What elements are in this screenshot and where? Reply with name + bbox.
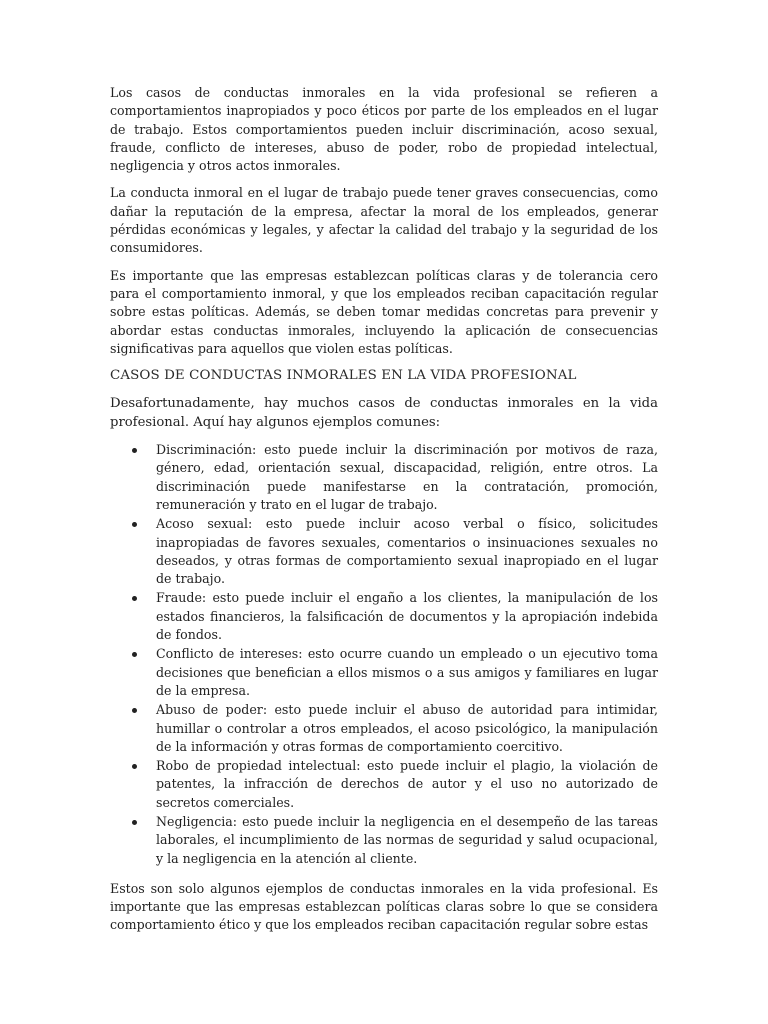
closing-paragraph: Estos son solo algunos ejemplos de conductas inmorales en la vida profesional. Es importante que las empresas establezcan políticas claras sobre lo que se considera comportamiento ético y que los empleados reciban capacitación regular sobre estas — [110, 880, 658, 933]
list-item-text: Abuso de poder: esto puede incluir el abuso de autoridad para intimidar, humillar o controlar a otros empleados, el acoso psicológico, la manipulación de la información y otras formas de comportamiento coercitivo. — [156, 702, 658, 754]
bullet-icon — [132, 652, 137, 657]
intro-paragraph-2: La conducta inmoral en el lugar de trabajo puede tener graves consecuencias, como dañar la reputación de la empresa, afectar la moral de los empleados, generar pérdidas económicas y legales, y afectar la calidad del trabajo y la seguridad de los consumidores. — [110, 185, 658, 256]
section-heading: CASOS DE CONDUCTAS INMORALES EN LA VIDA PROFESIONAL — [110, 368, 577, 384]
intro-paragraph-1: Los casos de conductas inmorales en la vida profesional se refieren a comportamientos inapropiados y poco éticos por parte de los empleados en el lugar de trabajo. Estos comportamientos pueden incluir discriminación, acoso sexual, fraude, conflicto de intereses, abuso de poder, robo de propiedad intelectual, negligencia y otros actos inmorales. — [110, 85, 658, 174]
bullet-icon — [132, 448, 137, 453]
section-lead-paragraph: Desafortunadamente, hay muchos casos de conductas inmorales en la vida profesional. Aquí hay algunos ejemplos comunes: — [110, 396, 658, 430]
list-item-text: Acoso sexual: esto puede incluir acoso verbal o físico, solicitudes inapropiadas de favores sexuales, comentarios o insinuaciones sexuales no deseados, y otras formas de comportamiento sexual inapropiado en el lugar de trabajo. — [156, 516, 658, 587]
list-item-text: Conflicto de intereses: esto ocurre cuando un empleado o un ejecutivo toma decisiones que benefician a ellos mismos o a sus amigos y familiares en lugar de la empresa. — [156, 646, 658, 698]
list-item-fraud — [110, 589, 658, 644]
list-item-negligence — [110, 813, 658, 868]
list-item-conflict-of-interest — [110, 645, 658, 700]
list-item-text: Robo de propiedad intelectual: esto puede incluir el plagio, la violación de patentes, la infracción de derechos de autor y el uso no autorizado de secretos comerciales. — [156, 758, 658, 810]
list-item-discrimination — [110, 441, 658, 514]
bullet-icon — [132, 522, 137, 527]
bullet-icon — [132, 596, 137, 601]
intro-paragraph-3: Es importante que las empresas establezcan políticas claras y de tolerancia cero para el comportamiento inmoral, y que los empleados reciban capacitación regular sobre estas políticas. Además, se deben tomar medidas concretas para prevenir y abordar estas conductas inmorales, incluyendo la aplicación de consecuencias significativas para aquellos que violen estas políticas. — [110, 267, 658, 356]
bullet-icon — [132, 820, 137, 825]
document-page — [110, 84, 658, 944]
list-item-intellectual-property-theft — [110, 757, 658, 812]
list-item-abuse-of-power — [110, 701, 658, 756]
bullet-icon — [132, 708, 137, 713]
bullet-icon — [132, 764, 137, 769]
list-item-text: Discriminación: esto puede incluir la discriminación por motivos de raza, género, edad, orientación sexual, discapacidad, religión, entre otros. La discriminación puede manifestarse en la contratación, promoción, remuneración y trato en el lugar de trabajo. — [156, 442, 658, 512]
examples-list — [110, 441, 658, 868]
list-item-text: Fraude: esto puede incluir el engaño a los clientes, la manipulación de los estados financieros, la falsificación de documentos y la apropiación indebida de fondos. — [156, 590, 658, 643]
list-item-text: Negligencia: esto puede incluir la negligencia en el desempeño de las tareas laborales, el incumplimiento de las normas de seguridad y salud ocupacional, y la negligencia en la atención al cliente. — [156, 813, 658, 866]
list-item-sexual-harassment — [110, 515, 658, 588]
